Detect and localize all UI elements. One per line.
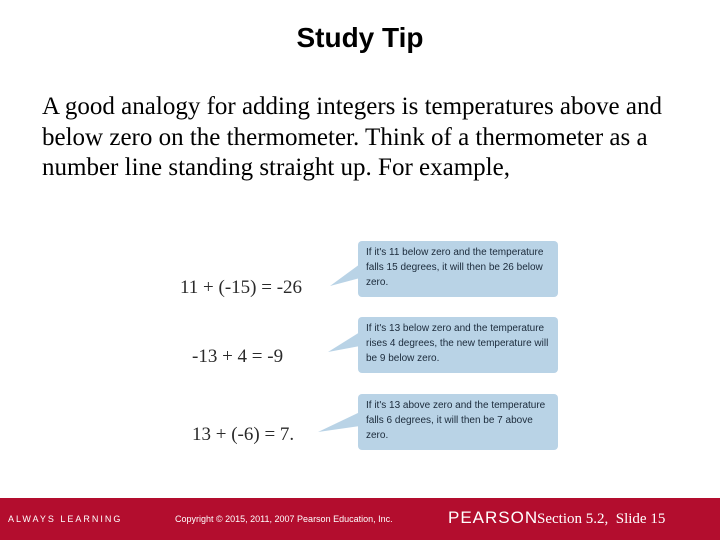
slide-title: Study Tip — [296, 22, 424, 53]
study-tip-text: A good analogy for adding integers is temperatures above and below zero on the thermometer. Think of a thermometer as a number line standing straight up. For example, — [42, 93, 662, 181]
example-note-2: If it's 13 below zero and the temperature rises 4 degrees, the new temperature will be 9 below zero. — [358, 317, 558, 373]
example-note-3: If it's 13 above zero and the temperature falls 6 degrees, it will then be 7 above zero. — [358, 394, 558, 450]
example-equation-2: -13 + 4 = -9 — [192, 346, 284, 367]
pearson-logo: PEARSON — [448, 508, 539, 527]
footer-bar — [0, 498, 720, 540]
footer-tagline: ALWAYS LEARNING — [8, 514, 123, 524]
slide-number: Section 5.2, Slide 15 — [537, 511, 666, 527]
example-note-1: If it's 11 below zero and the temperature falls 15 degrees, it will then be 26 below zero. — [358, 241, 558, 297]
example-equation-3: 13 + (-6) = 7. — [192, 424, 295, 445]
footer-copyright: Copyright © 2015, 2011, 2007 Pearson Education, Inc. — [175, 514, 393, 524]
callout-pointer-2 — [328, 330, 362, 356]
example-equation-1: 11 + (-15) = -26 — [180, 277, 303, 298]
callout-pointer-3 — [318, 410, 362, 436]
